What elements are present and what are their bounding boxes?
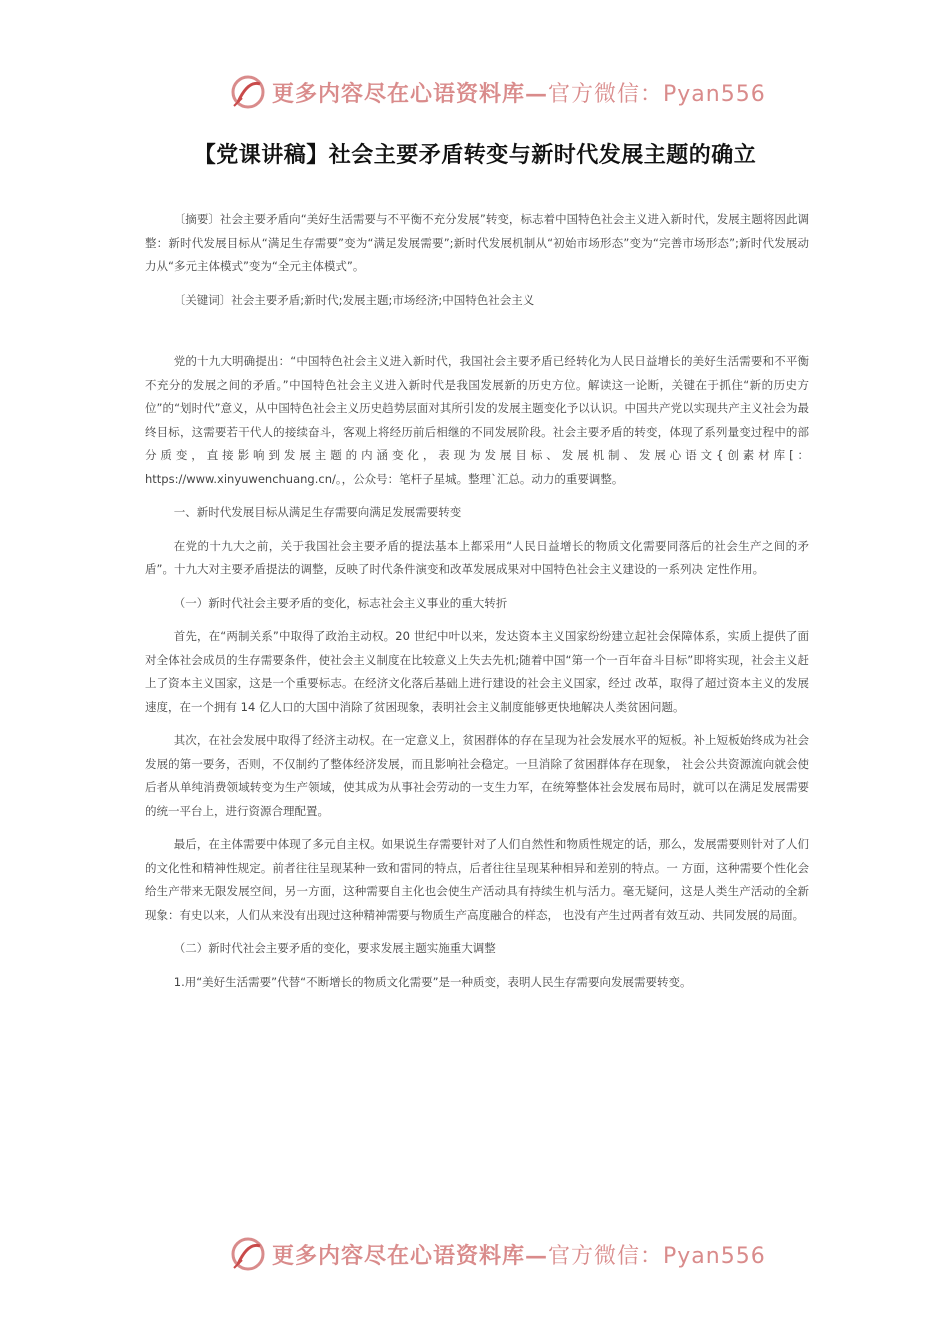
document-title: 【党课讲稿】社会主要矛盾转变与新时代发展主题的确立 xyxy=(193,143,757,168)
bottom-watermark-banner xyxy=(228,1234,766,1274)
document-body xyxy=(145,208,809,994)
intro-paragraph: 党的十九大明确提出：“中国特色社会主义进入新时代，我国社会主要矛盾已经转化为人民日益增长的美好生活需要和不平衡不充分的发展之间的矛盾。”中国特色社会主义进入新时代是我国发展新的历史方位。解读这一论断，关键在于抓住“新的历史方位”的“划时代”意义，从中国特色社会主义历史趋势层面对其所引发的发展主题变化予以认识。中国共产党以实现共产主义社会为最终目标，这需要若干代人的接续奋斗，客观上将经历前后相继的不同发展阶段。社会主要矛盾的转变，体现了系列量变过程中的部分质变，直接影响到发展主题的内涵变化，表现为发展目标、发展机制、发展心语文{创素材库[：https://www.xinyuwenchuang.cn/。，公众号：笔杆子星城。整理`汇总。动力的重要调整。 xyxy=(145,354,809,486)
keywords-paragraph: 〔关键词〕社会主要矛盾;新时代;发展主题;市场经济;中国特色社会主义 xyxy=(173,292,535,307)
spacer xyxy=(145,312,809,350)
top-watermark-banner xyxy=(228,72,766,112)
section-heading-1: 一、新时代发展目标从满足生存需要向满足发展需要转变 xyxy=(173,505,462,519)
brand-logo-icon xyxy=(228,72,268,112)
banner-text: 更多内容尽在心语资料库—官方微信：Pyan556 xyxy=(272,80,766,107)
subsection-heading-1: （一）新时代社会主要矛盾的变化，标志社会主义事业的重大转折 xyxy=(173,595,508,610)
paragraph-second: 其次，在社会发展中取得了经济主动权。在一定意义上，贫困群体的存在呈现为社会发展水平的短板。补上短板始终成为社会发展的第一要务，否则，不仅制约了整体经济发展，而且影响社会稳定。一旦消除了贫困群体存在现象， 社会公共资源流向就会使后者从单纯消费领域转变为生产领域，使其成为从事社会劳动的一支生力军，在统筹整体社会发展布局时，就可以在满足发展需要的统一平台上，进行资源合理配置。 xyxy=(145,733,809,818)
paragraph-before-congress: 在党的十九大之前，关于我国社会主要矛盾的提法基本上都采用“人民日益增长的物质文化需要同落后的社会生产之间的矛盾”。十九大对主要矛盾提法的调整，反映了时代条件演变和改革发展成果对中国特色社会主义建设的一系列决 定性作用。 xyxy=(145,538,809,576)
list-item-1: 1.用“美好生活需要”代替“不断增长的物质文化需要”是一种质变，表明人民生存需要向发展需要转变。 xyxy=(173,974,692,989)
abstract-paragraph: 〔摘要〕社会主要矛盾向“美好生活需要与不平衡不充分发展”转变，标志着中国特色社会主义进入新时代，发展主题将因此调整：新时代发展目标从“满足生存需要”变为“满足发展需要”;新时代发展机制从“初始市场形态”变为“完善市场形态”;新时代发展动力从“多元主体模式”变为“全元主体模式”。 xyxy=(145,212,809,273)
brand-logo-icon xyxy=(228,1234,268,1274)
paragraph-first: 首先，在“两制关系”中取得了政治主动权。20 世纪中叶以来，发达资本主义国家纷纷建立起社会保障体系，实质上提供了面对全体社会成员的生存需要条件，使社会主义制度在比较意义上失去先机;随着中国“第一个一百年奋斗目标”即将实现，社会主义赶上了资本主义国家，这是一个重要标志。在经济文化落后基础上进行建设的社会主义国家，经过 改革，取得了超过资本主义的发展速度，在一个拥有 14 亿人口的大国中消除了贫困现象，表明社会主义制度能够更快地解决人类贫困问题。 xyxy=(145,629,809,714)
subsection-heading-2: （二）新时代社会主要矛盾的变化，要求发展主题实施重大调整 xyxy=(173,941,496,955)
paragraph-last: 最后，在主体需要中体现了多元自主权。如果说生存需要针对了人们自然性和物质性规定的话，那么，发展需要则针对了人们的文化性和精神性规定。前者往往呈现某种一致和雷同的特点，后者往往呈现某种相异和差别的特点。一 方面，这种需要个性化会给生产带来无限发展空间，另一方面，这种需要自主化也会使生产活动具有持续生机与活力。毫无疑问，这是人类生产活动的全新现象：有史以来，人们从来没有出现过这种精神需要与物质生产高度融合的样态， 也没有产生过两者有效互动、共同发展的局面。 xyxy=(145,837,809,922)
banner-text: 更多内容尽在心语资料库—官方微信：Pyan556 xyxy=(272,1242,766,1269)
